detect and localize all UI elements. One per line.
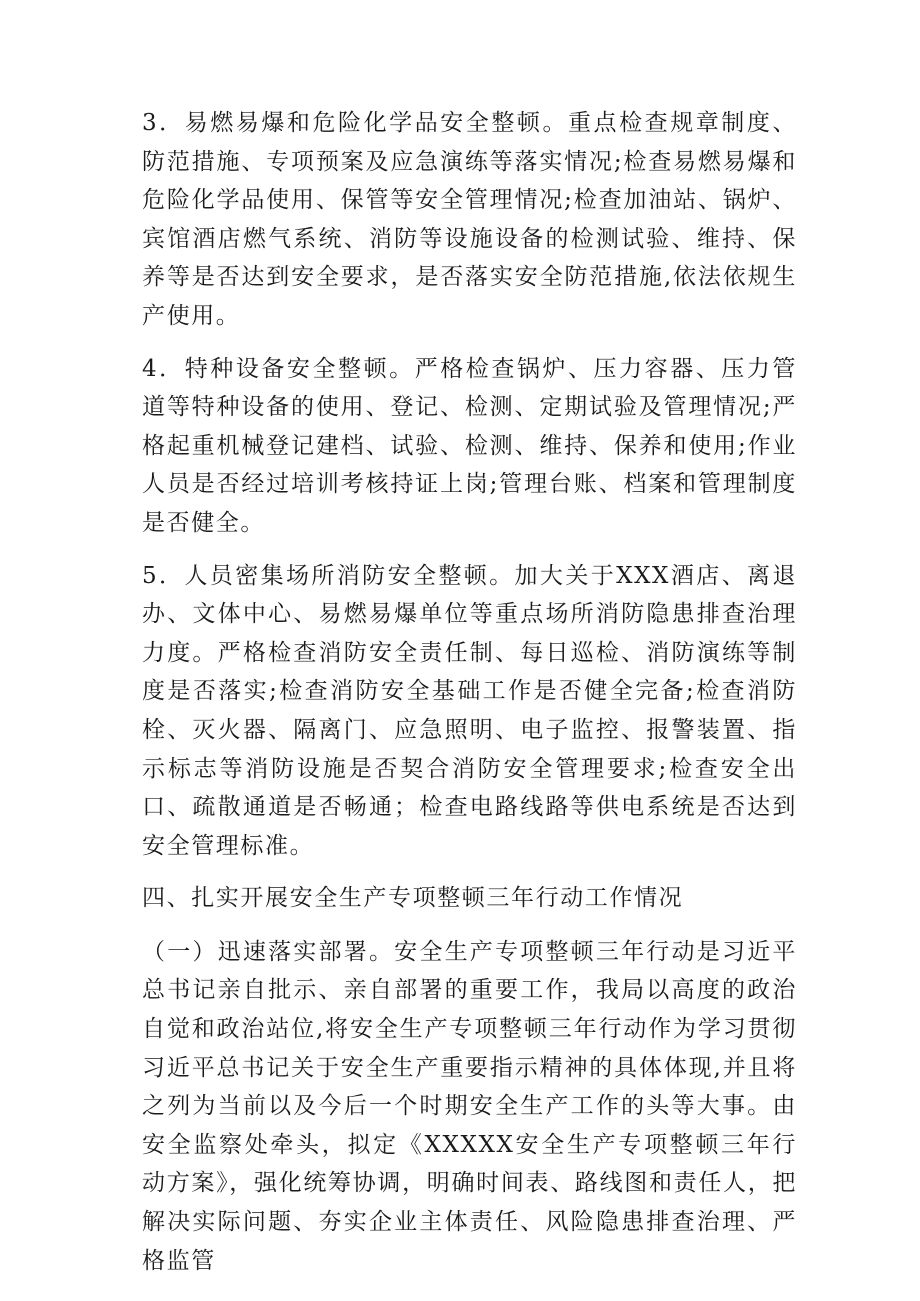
section-heading-four: 四、扎实开展安全生产专项整顿三年行动工作情况 — [142, 885, 684, 912]
paragraph-rapid-deployment: （一）迅速落实部署。安全生产专项整顿三年行动是习近平总书记亲自批示、亲自部署的重要工作，我局以高度的政治自觉和政治站位,将安全生产专项整顿三年行动作为学习贯彻习近平总书记关于安全生产重要指示精神的具体体现,并且将之列为当前以及今后一个时期安全生产工作的头等大事。由安全监察处牵头，拟定《XXXXX安全生产专项整顿三年行动方案》，强化统筹协调，明确时间表、路线图和责任人，把解决实际问题、夯实企业主体责任、风险隐患排查治理、严格监管 — [142, 938, 797, 1274]
document-body — [142, 104, 797, 1294]
paragraph-crowded-places-fire-safety: 5．人员密集场所消防安全整顿。加大关于XXX酒店、离退办、文体中心、易燃易爆单位等重点场所消防隐患排查治理力度。严格检查消防安全责任制、每日巡检、消防演练等制度是否落实;检查消防安全基础工作是否健全完备;检查消防栓、灭火器、隔离门、应急照明、电子监控、报警装置、指示标志等消防设施是否契合消防安全管理要求;检查安全出口、疏散通道是否畅通；检查电路线路等供电系统是否达到安全管理标准。 — [142, 562, 797, 859]
paragraph-hazardous-chemicals: 3．易燃易爆和危险化学品安全整顿。重点检查规章制度、防范措施、专项预案及应急演练等落实情况;检查易燃易爆和危险化学品使用、保管等安全管理情况;检查加油站、锅炉、宾馆酒店燃气系统、消防等设施设备的检测试验、维持、保养等是否达到安全要求，是否落实安全防范措施,依法依规生产使用。 — [142, 110, 797, 329]
paragraph-special-equipment: 4．特种设备安全整顿。严格检查锅炉、压力容器、压力管道等特种设备的使用、登记、检测、定期试验及管理情况;严格起重机械登记建档、试验、检测、维持、保养和使用;作业人员是否经过培训考核持证上岗;管理台账、档案和管理制度是否健全。 — [142, 355, 797, 536]
